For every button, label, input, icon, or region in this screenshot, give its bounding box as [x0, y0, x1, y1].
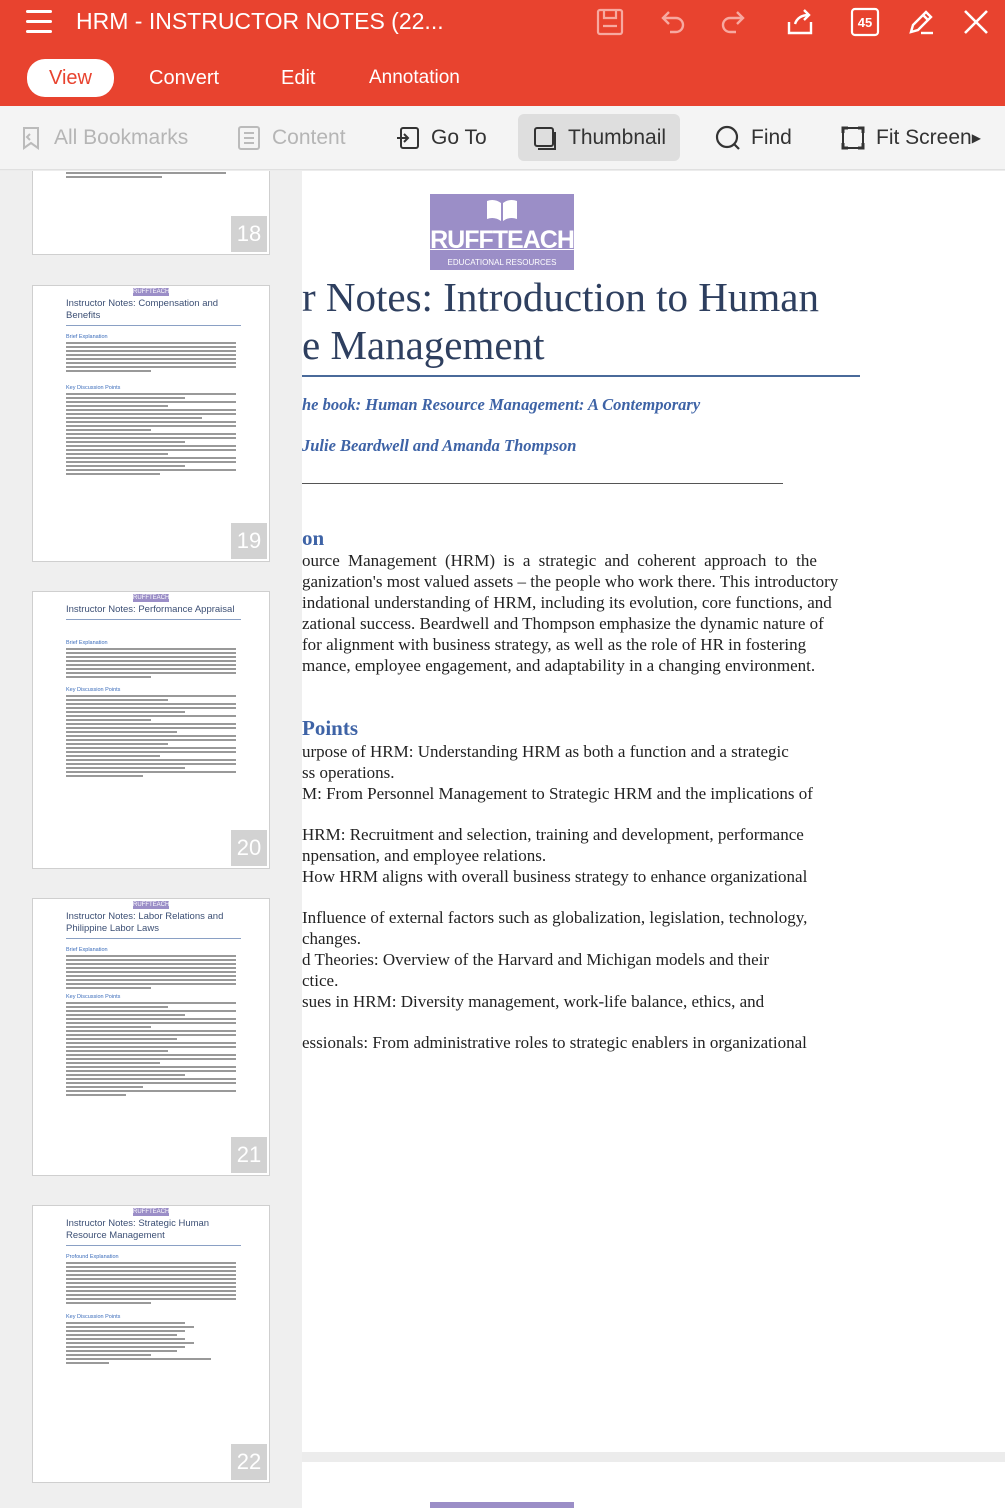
thumbnail-panel[interactable]: [0, 171, 302, 1508]
thumbnail-title: Instructor Notes: Compensation and Benefits: [66, 298, 241, 326]
tab-view[interactable]: View: [27, 59, 114, 97]
thumbnail-subheading: Brief Explanation: [66, 334, 108, 340]
point-line: sues in HRM: Diversity management, work-life balance, ethics, and: [302, 992, 765, 1011]
title-divider: [302, 375, 860, 377]
thumbnail-text-lines: [66, 1322, 236, 1366]
thumbnail-page-number: 21: [231, 1137, 267, 1173]
thumbnail-text-lines: [66, 1262, 236, 1306]
thumbnail-page-20[interactable]: [32, 591, 270, 869]
thumbnail-title: Instructor Notes: Labor Relations and Philippine Labor Laws: [66, 911, 241, 939]
thumbnail-text-lines: [66, 1002, 236, 1098]
main-menu: [0, 54, 1005, 102]
ruffteach-logo: [430, 194, 574, 270]
thumbnail-logo: RUFFTEACH: [133, 1209, 170, 1215]
thumbnail-subheading: Brief Explanation: [66, 947, 108, 953]
thumbnail-icon: [532, 125, 558, 151]
pencil-icon[interactable]: [905, 6, 937, 38]
chevron-right-icon: ▶: [971, 130, 981, 145]
redo-icon[interactable]: [718, 6, 750, 38]
point-line: Influence of external factors such as globalization, legislation, technology,: [302, 908, 808, 927]
tab-convert[interactable]: Convert: [149, 67, 220, 89]
thumbnail-text-lines: [66, 695, 236, 779]
tab-annotation[interactable]: Annotation: [369, 67, 460, 88]
thumbnail-text-lines: [66, 172, 226, 180]
point-line: ss operations.: [302, 763, 395, 782]
book-icon: [485, 198, 519, 222]
thumbnail-text-lines: [66, 955, 236, 991]
find-button[interactable]: [715, 114, 792, 161]
all-bookmarks-button[interactable]: [18, 114, 188, 161]
introduction-heading: on: [302, 526, 325, 550]
thumbnail-text-lines: [66, 342, 236, 374]
go-to-icon: [395, 125, 421, 151]
thumbnail-page-19[interactable]: [32, 285, 270, 562]
thumbnail-logo: RUFFTEACH: [133, 595, 170, 601]
book-reference: he book: Human Resource Management: A Contemporary: [302, 395, 701, 414]
logo-brand-text: RUFFTEACH: [430, 226, 574, 254]
thumbnail-subheading: Key Discussion Points: [66, 687, 121, 693]
point-line: ctice.: [302, 971, 339, 990]
document-title-line-1: r Notes: Introduction to Human: [302, 274, 819, 320]
thumbnail-title: Instructor Notes: Performance Appraisal: [66, 604, 241, 620]
key-points-heading: Points: [302, 716, 359, 740]
thumbnail-page-number: 22: [231, 1444, 267, 1480]
document-page[interactable]: [302, 171, 1005, 1452]
thumbnail-logo: RUFFTEACH: [133, 289, 170, 295]
fit-screen-button[interactable]: [840, 114, 981, 161]
bookmark-icon: [18, 125, 44, 151]
point-line: HRM: Recruitment and selection, training and development, performance: [302, 825, 804, 844]
go-to-button[interactable]: [395, 114, 487, 161]
menu-icon[interactable]: [26, 10, 52, 34]
point-line: urpose of HRM: Understanding HRM as both a function and a strategic: [302, 742, 789, 761]
next-document-page[interactable]: [302, 1462, 1005, 1508]
page-count-icon[interactable]: [849, 6, 881, 38]
paragraph-line: for alignment with business strategy, as well as the role of HR in fostering: [302, 635, 807, 654]
document-title-line-2: e Management: [302, 322, 545, 368]
fit-screen-icon: [840, 125, 866, 151]
point-line: How HRM aligns with overall business strategy to enhance organizational: [302, 867, 808, 886]
content-list-icon: [236, 125, 262, 151]
thumbnail-subheading: Key Discussion Points: [66, 994, 121, 1000]
tab-edit[interactable]: Edit: [281, 67, 316, 89]
thumbnail-label: Thumbnail: [568, 125, 667, 149]
paragraph-line: mance, employee engagement, and adaptability in a changing environment.: [302, 656, 816, 675]
thumbnail-subheading: Profound Explanation: [66, 1254, 119, 1260]
paragraph-line: indational understanding of HRM, including its evolution, core functions, and: [302, 593, 832, 612]
logo-subtitle: EDUCATIONAL RESOURCES: [447, 258, 557, 267]
thumbnail-button[interactable]: [518, 114, 680, 161]
thumbnail-subheading: Brief Explanation: [66, 640, 108, 646]
undo-icon[interactable]: [656, 6, 688, 38]
thumbnail-title: Instructor Notes: Strategic Human Resource Management: [66, 1218, 241, 1246]
content-button[interactable]: [236, 114, 346, 161]
thumbnail-text-lines: [66, 393, 236, 477]
fit-screen-label: Fit Screen: [876, 125, 972, 149]
content-label: Content: [272, 125, 346, 149]
paragraph-line: ource Management (HRM) is a strategic and coherent approach to the: [302, 551, 817, 570]
point-line: d Theories: Overview of the Harvard and Michigan models and their: [302, 950, 770, 969]
view-toolbar: [0, 106, 1005, 170]
thumbnail-text-lines: [66, 648, 236, 680]
section-divider: [302, 483, 783, 484]
share-icon[interactable]: [784, 6, 816, 38]
thumbnail-subheading: Key Discussion Points: [66, 1314, 121, 1320]
document-title: HRM - INSTRUCTOR NOTES (22...: [76, 8, 444, 34]
authors-line: Julie Beardwell and Amanda Thompson: [302, 436, 577, 455]
thumbnail-page-number: 18: [231, 216, 267, 252]
thumbnail-subheading: Key Discussion Points: [66, 385, 121, 391]
paragraph-line: ganization's most valued assets – the people who work there. This introductory: [302, 572, 839, 591]
thumbnail-page-18[interactable]: [32, 171, 270, 255]
save-icon[interactable]: [594, 6, 626, 38]
thumbnail-page-number: 20: [231, 830, 267, 866]
next-page-logo: [430, 1502, 574, 1508]
top-app-bar: [0, 0, 1005, 106]
point-line: npensation, and employee relations.: [302, 846, 547, 865]
point-line: essionals: From administrative roles to strategic enablers in organizational: [302, 1033, 807, 1052]
search-icon: [715, 125, 741, 151]
page-count-badge: 45: [857, 15, 873, 30]
thumbnail-page-22[interactable]: [32, 1205, 270, 1483]
paragraph-line: zational success. Beardwell and Thompson emphasize the dynamic nature of: [302, 614, 824, 633]
thumbnail-page-number: 19: [231, 523, 267, 559]
point-line: M: From Personnel Management to Strategic HRM and the implications of: [302, 784, 813, 803]
close-icon[interactable]: [960, 6, 992, 38]
thumbnail-logo: RUFFTEACH: [133, 902, 170, 908]
all-bookmarks-label: All Bookmarks: [54, 125, 189, 149]
find-label: Find: [751, 125, 792, 149]
point-line: changes.: [302, 929, 362, 948]
thumbnail-page-21[interactable]: [32, 898, 270, 1176]
title-row: [0, 0, 1005, 46]
go-to-label: Go To: [431, 125, 487, 149]
